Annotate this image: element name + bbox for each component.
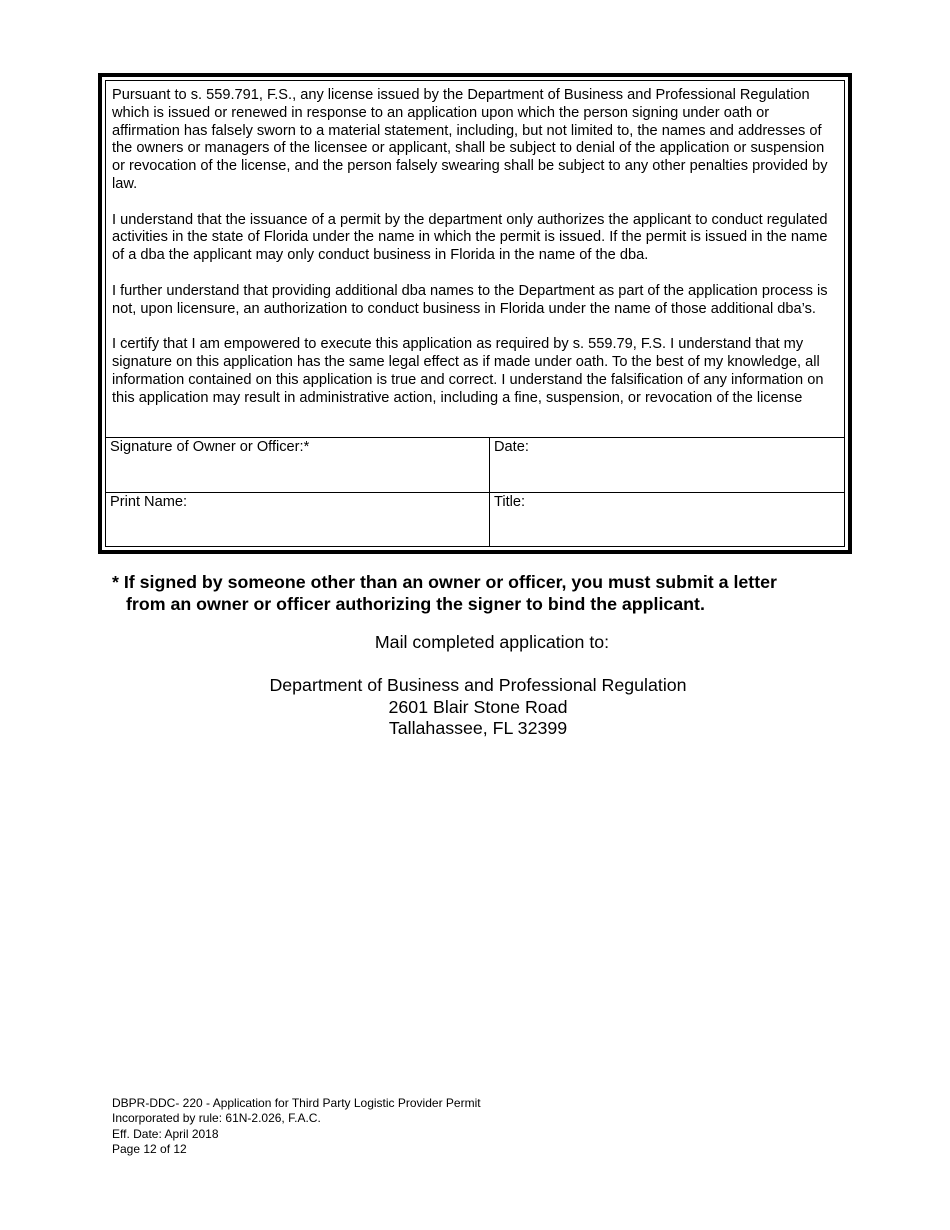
signature-field[interactable] [106,438,490,492]
address-city: Tallahassee, FL 32399 [388,718,568,738]
form-footer [112,1096,481,1157]
footnote-line-2: from an owner or officer authorizing the signer to bind the applicant. [126,594,705,614]
footer-eff-date: Eff. Date: April 2018 [112,1126,219,1141]
date-label: Date: [494,439,529,455]
mailing-address [3,675,950,740]
footer-form-id: DBPR-DDC- 220 - Application for Third Party Logistic Provider Permit [112,1096,481,1110]
mail-heading: Mail completed application to: [374,632,610,652]
footer-page-number: Page 12 of 12 [112,1141,187,1156]
footer-rule: Incorporated by rule: 61N-2.026, F.A.C. [112,1111,321,1126]
signature-label: Signature of Owner or Officer:* [110,439,310,455]
address-street: 2601 Blair Stone Road [388,696,568,717]
print-name-row [106,492,844,547]
signer-authorization-note [112,571,852,615]
attestation-form-box [98,73,852,554]
footnote-line-1: * If signed by someone other than an owner or officer, you must submit a letter [112,572,777,592]
attestation-form-inner [105,80,845,547]
address-department: Department of Business and Professional Regulation [269,675,687,695]
title-label: Title: [494,494,526,510]
date-field[interactable] [490,438,844,492]
signature-row [106,438,844,492]
attestation-paragraph-dba-names: I further understand that providing additional dba names to the Department as part of the application process is not, upon licensure, an authorization to conduct business in Florida under the name of those additional dba’s. [112,282,828,317]
attestation-text [106,81,844,407]
attestation-paragraph-permit-scope: I understand that the issuance of a permit by the department only authorizes the applicant to conduct regulated activities in the state of Florida under the name in which the permit is issued. If the permit is issued in the name of a dba the applicant may only conduct business in Florida in the name of the dba. [112,211,828,264]
print-name-field[interactable] [106,493,490,547]
title-field[interactable] [490,493,844,547]
attestation-paragraph-perjury: Pursuant to s. 559.791, F.S., any license issued by the Department of Business and Professional Regulation which is issued or renewed in response to an application upon which the person signing under oath or affirmation has falsely sworn to a material statement, including, but not limited to, the names and addresses of the owners or managers of the licensee or applicant, shall be subject to denial of the application or suspension or revocation of the license, and the person falsely swearing shall be subject to any other penalties provided by law. [112,87,828,192]
attestation-paragraph-certification: I certify that I am empowered to execute this application as required by s. 559.79, F.S. I understand that my signature on this application has the same legal effect as if made under oath. To the best of my knowledge, all information contained on this application is true and correct. I understand the falsification of any information on this application may result in administrative action, including a fine, suspension, or revocation of the license [112,336,824,406]
signature-table [106,437,844,546]
print-name-label: Print Name: [110,494,188,510]
